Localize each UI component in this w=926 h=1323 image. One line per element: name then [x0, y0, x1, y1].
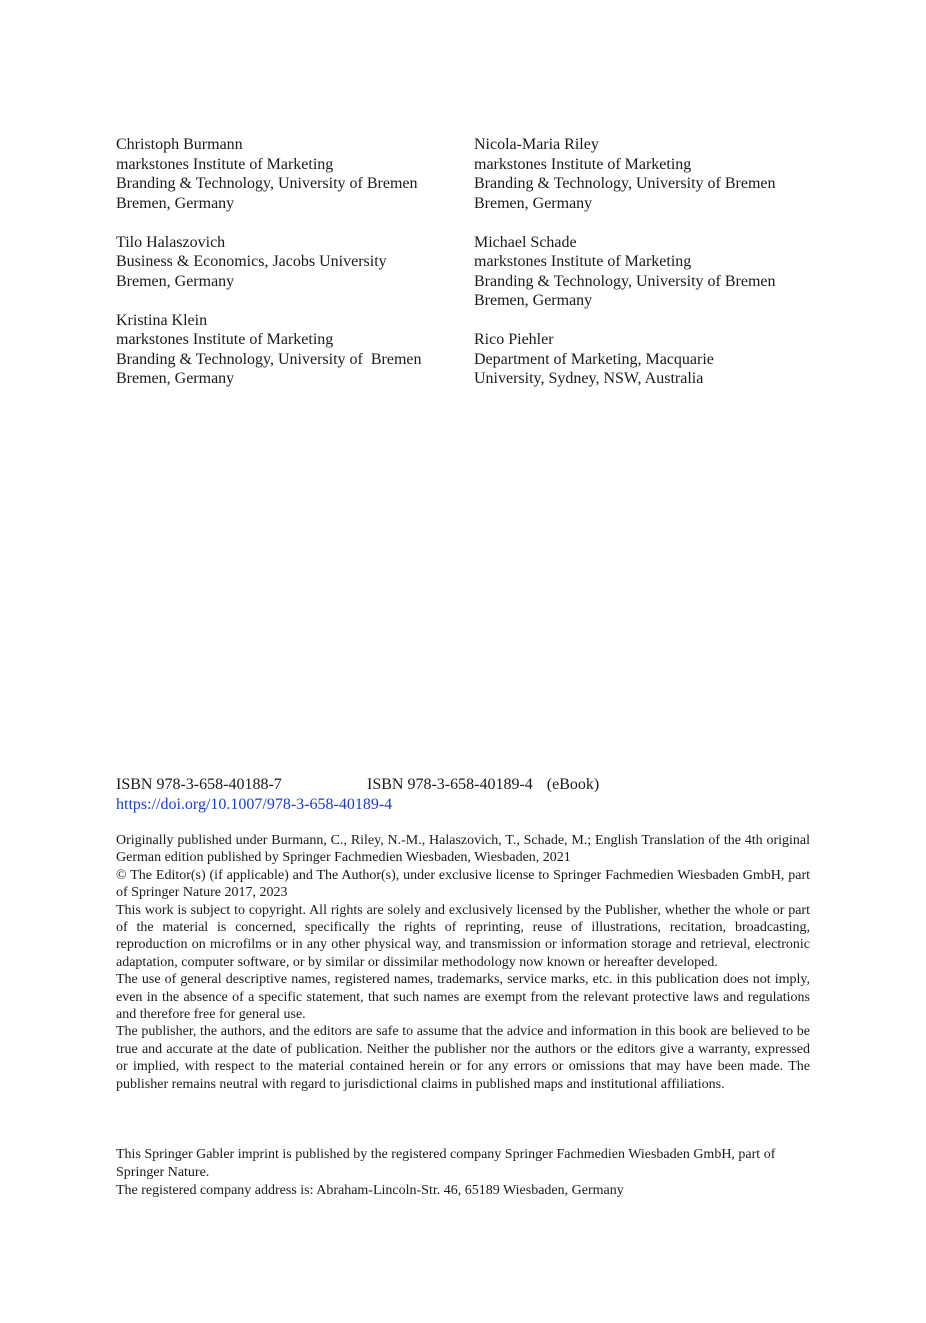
- author-name: Rico Piehler: [474, 331, 554, 348]
- author-name: Nicola-Maria Riley: [474, 136, 599, 153]
- isbn-print: ISBN 978-3-658-40188-7: [116, 776, 282, 793]
- author-location: Bremen, Germany: [116, 272, 235, 290]
- isbn-row: [116, 775, 599, 795]
- author-affiliation-line: markstones Institute of Marketing: [116, 155, 334, 173]
- author-column-left: [116, 135, 466, 408]
- author-entry: [474, 135, 834, 213]
- author-location: Bremen, Germany: [116, 194, 235, 212]
- author-affiliation-line: Branding & Technology, University of Bremen: [474, 175, 776, 192]
- author-entry: [116, 135, 466, 213]
- author-name: Tilo Halaszovich: [116, 233, 226, 251]
- author-location: Bremen, Germany: [474, 292, 593, 309]
- author-location: Bremen, Germany: [474, 194, 593, 212]
- trademark-notice: The use of general descriptive names, registered names, trademarks, service marks, etc. in this publication does not imply, even in the absence of a specific statement, that such names are exempt from the relevant protective laws and regulations and therefore free for general use.: [116, 972, 810, 1023]
- author-location: Bremen, Germany: [116, 370, 235, 387]
- isbn-ebook: ISBN 978-3-658-40189-4: [367, 776, 533, 793]
- disclaimer-notice: The publisher, the authors, and the editors are safe to assume that the advice and information in this book are believed to be true and accurate at the date of publication. Neither the publisher nor the authors or the editors give a warranty, expressed or implied, with respect to the material contained herein or for any errors or omissions that may have been made. The publisher remains neutral with regard to jurisdictional claims in published maps and institutional affiliations.: [116, 1024, 810, 1092]
- imprint-publisher: This Springer Gabler imprint is published by the registered company Springer Fachmedien Wiesbaden GmbH, part of Springer Nature.: [116, 1147, 776, 1180]
- doi-link[interactable]: https://doi.org/10.1007/978-3-658-40189-4: [116, 795, 393, 813]
- isbn-block: [116, 775, 599, 814]
- author-affiliation-line: Branding & Technology, University of Bremen: [474, 272, 776, 290]
- author-name: Michael Schade: [474, 233, 577, 251]
- author-affiliation-line: markstones Institute of Marketing: [116, 331, 334, 348]
- author-affiliation-line: University, Sydney, NSW, Australia: [474, 370, 704, 387]
- author-affiliation-line: Branding & Technology, University of Bremen: [116, 350, 422, 368]
- copyright-notice: © The Editor(s) (if applicable) and The Author(s), under exclusive license to Springer Fachmedien Wiesbaden GmbH, part of Springer Nature 2017, 2023: [116, 867, 810, 901]
- isbn-ebook-label: (eBook): [546, 776, 600, 793]
- author-affiliation-line: markstones Institute of Marketing: [474, 253, 692, 270]
- author-affiliation-line: Business & Economics, Jacobs University: [116, 253, 387, 270]
- legal-notice: [116, 832, 810, 1093]
- rights-notice: This work is subject to copyright. All rights are solely and exclusively licensed by the Publisher, whether the whole or part of the material is concerned, specifically the rights of reprinting, reuse of illustrations, recitation, broadcasting, reproduction on microfilms or in any other physical way, and transmission or information storage and retrieval, electronic adaptation, computer software, or by similar or dissimilar methodology now known or hereafter developed.: [116, 902, 810, 970]
- author-name: Christoph Burmann: [116, 136, 243, 153]
- author-affiliation-line: Department of Marketing, Macquarie: [474, 350, 714, 368]
- author-entry: [116, 233, 466, 292]
- author-affiliation-line: markstones Institute of Marketing: [474, 155, 692, 173]
- author-entry: [474, 330, 834, 389]
- imprint-notice: [116, 1146, 816, 1200]
- author-entry: [474, 233, 834, 311]
- author-name: Kristina Klein: [116, 311, 208, 329]
- original-publication-note: Originally published under Burmann, C., Riley, N.-M., Halaszovich, T., Schade, M.; English Translation of the 4th original German edition published by Springer Fachmedien Wiesbaden, Wiesbaden, 2021: [116, 833, 810, 866]
- imprint-address: The registered company address is: Abraham-Lincoln-Str. 46, 65189 Wiesbaden, Germany: [116, 1183, 624, 1198]
- author-affiliation-line: Branding & Technology, University of Bremen: [116, 175, 418, 192]
- author-entry: [116, 311, 466, 389]
- author-column-right: [474, 135, 834, 408]
